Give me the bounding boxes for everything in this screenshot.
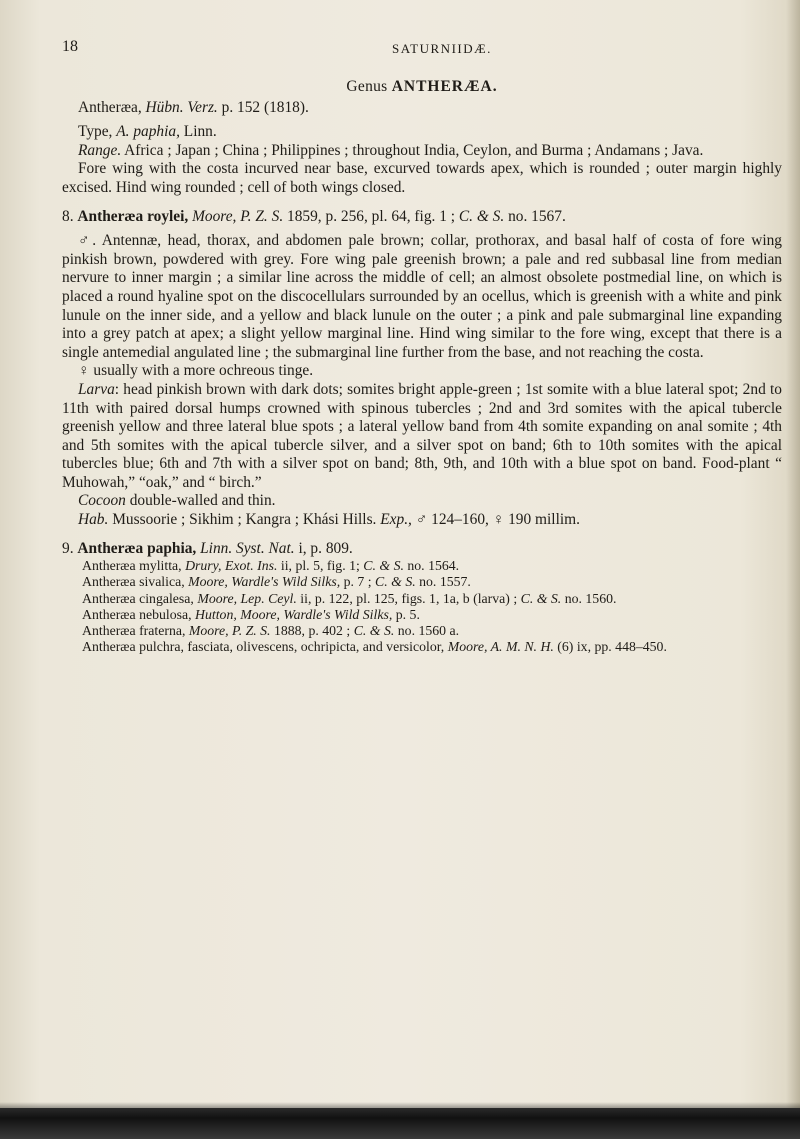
species-9-synonyms bbox=[62, 558, 782, 655]
genus-description: Fore wing with the costa incurved near base, excurved towards apex, which is rounded ; outer margin highly excised. Hind wing rounded ; cell of both wings closed. bbox=[62, 160, 782, 196]
range-paragraph: Range. Africa ; Japan ; China ; Philippines ; throughout India, Ceylon, and Burma ; Andamans ; Java. bbox=[78, 141, 704, 159]
species-8-larva: Larva: head pinkish brown with dark dots; somites bright apple-green ; 1st somite with a blue lateral spot; 2nd to 11th with paired dorsal humps crowned with spinous tubercles ; 2nd and 3rd somites with the apical tubercle greenish yellow and three lateral blue spots ; a lateral yellow band from 4th somite expanding on anal somite ; 4th and 5th somites with the apical tubercle silver, and a silver spot on band; 6th to 10th somites with the apical tubercles blue; 6th and 7th with a silver spot on band; 8th, 9th, and 10th with a blue spot on band. Food-plant “ Muhowah,” “oak,” and “ birch.” bbox=[62, 380, 782, 491]
species-8-cocoon: Cocoon double-walled and thin. bbox=[78, 492, 276, 510]
cocoon-label: Cocoon bbox=[78, 492, 126, 510]
page-content bbox=[62, 38, 782, 655]
species-8-female-description: ♀ usually with a more ochreous tinge. bbox=[78, 362, 314, 380]
genus-authority: Antheræa, Hübn. Verz. p. 152 (1818). bbox=[78, 98, 309, 116]
male-symbol: ♂ bbox=[78, 232, 93, 250]
species-8-name: Antheræa roylei, bbox=[77, 207, 189, 225]
range-label: Range. bbox=[78, 141, 122, 159]
synonym-item: Antheræa nebulosa, Hutton, Moore, Wardle's Wild Silks, p. 5. bbox=[82, 606, 420, 622]
genus-heading bbox=[62, 78, 782, 97]
species-9-name: Antheræa paphia, bbox=[77, 539, 197, 557]
synonym-item: Antheræa fraterna, Moore, P. Z. S. 1888, p. 402 ; C. & S. no. 1560 a. bbox=[82, 623, 460, 639]
hab-label: Hab. bbox=[78, 511, 109, 529]
synonym-item: Antheræa pulchra, fasciata, olivescens, ochripicta, and versicolor, Moore, A. M. N. H. (6) ix, pp. 448–450. bbox=[82, 639, 667, 655]
page-edge-shadow bbox=[786, 0, 800, 1139]
genus-name: ANTHERÆA. bbox=[391, 78, 498, 95]
page-number: 18 bbox=[62, 38, 78, 55]
species-8-heading: 8. Antheræa roylei, Moore, P. Z. S. 1859, p. 256, pl. 64, fig. 1 ; C. & S. no. 1567. bbox=[62, 207, 566, 225]
species-8-habitat: Hab. Mussoorie ; Sikhim ; Kangra ; Khási Hills. Exp., ♂ 124–160, ♀ 190 millim. bbox=[78, 511, 580, 529]
female-symbol: ♀ bbox=[78, 362, 90, 380]
species-8-male-description: ♂. Antennæ, head, thorax, and abdomen pale brown; collar, prothorax, and basal half of costa of fore wing pinkish brown, powdered with grey. Fore wing pale greenish brown; a pale and red subbasal line from median nervure to inner margin ; a similar line across the middle of cell; an almost obsolete postmedial line, on which is placed a round hyaline spot on the discocellulars surrounded by an ocellus, which is greenish with a white and pink lunule on the inner side, and a yellow and black lunule on the outer ; a pink and pale submarginal line expanding into a grey patch at apex; a slight yellow marginal line. Hind wing similar to the fore wing, except that there is a single antemedial angulated line ; the submarginal line further from the base, and not reaching the costa. bbox=[62, 232, 782, 361]
species-9-heading: 9. Antheræa paphia, Linn. Syst. Nat. i, p. 809. bbox=[62, 539, 353, 557]
synonym-item: Antheræa sivalica, Moore, Wardle's Wild Silks, p. 7 ; C. & S. no. 1557. bbox=[82, 574, 471, 590]
exp-label: Exp., bbox=[380, 511, 412, 529]
scan-bottom-edge bbox=[0, 1108, 800, 1139]
synonym-item: Antheræa cingalesa, Moore, Lep. Ceyl. ii, p. 122, pl. 125, figs. 1, 1a, b (larva) ; C. & S. no. 1560. bbox=[82, 590, 617, 606]
larva-label: Larva bbox=[78, 380, 115, 398]
running-title: SATURNIIDÆ. bbox=[392, 41, 492, 56]
genus-prefix: Genus bbox=[346, 78, 392, 95]
synonym-item: Antheræa mylitta, Drury, Exot. Ins. ii, pl. 5, fig. 1; C. & S. no. 1564. bbox=[82, 558, 460, 574]
type-line: Type, A. paphia, Linn. bbox=[78, 123, 217, 141]
page-header bbox=[62, 38, 782, 68]
